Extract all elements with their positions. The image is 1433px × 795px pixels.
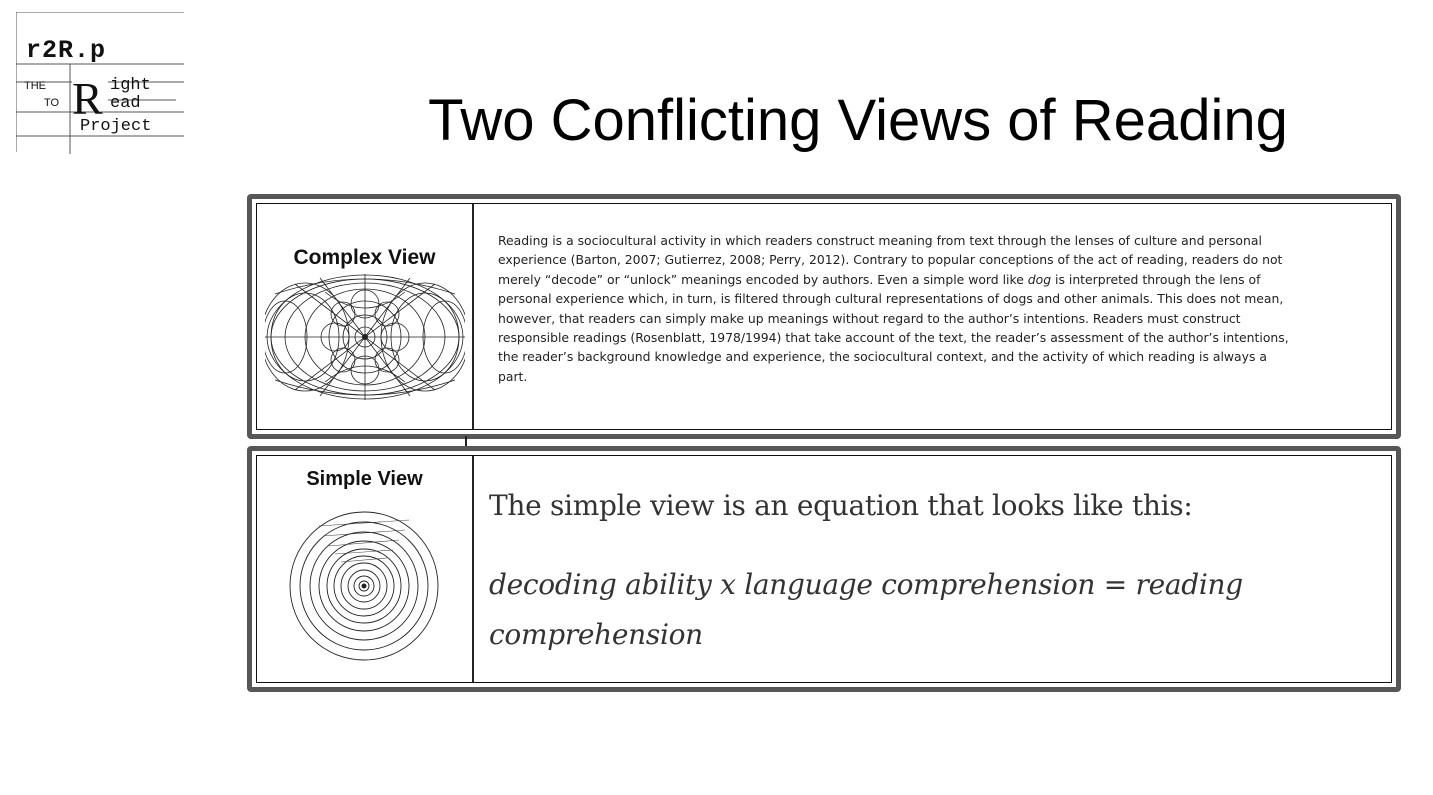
logo-to: TO <box>44 97 60 109</box>
concentric-spheres-icon <box>279 494 449 664</box>
simple-view-panel <box>247 446 1401 692</box>
logo-ight: ight <box>110 76 151 95</box>
complex-view-label: Complex View <box>293 246 436 269</box>
cosmos-engraving-icon <box>265 274 465 400</box>
logo-mark: r2R.p <box>26 36 107 65</box>
logo-project: Project <box>80 117 152 136</box>
logo-ead: ead <box>110 94 141 113</box>
column-divider <box>472 456 474 682</box>
simple-view-label: Simple View <box>306 468 423 490</box>
logo-the: THE <box>24 80 46 92</box>
slide-title: Two Conflicting Views of Reading <box>428 88 1288 153</box>
complex-text-part-2: is interpreted through the lens of personal experience which, in turn, is filtered through cultural representations of dogs and other animals. This does not mean, however, that readers can simply make up meanings without regard to the author’s intentions. Readers must construct responsible readings (Rosenblatt, 1978/1994) that take account of the text, the reader’s assessment of the author’s intentions, the reader’s background knowledge and experience, the sociocultural context, and the activity of which reading is always a part. <box>498 271 1289 384</box>
simple-view-inner <box>256 455 1392 683</box>
complex-text-part-1: Reading is a sociocultural activity in which readers construct meaning from text through the lenses of culture and personal experience (Barton, 2007; Gutierrez, 2008; Perry, 2012). Contrary to popular conceptions of the act of reading, readers do not merely “decode” or “unlock” meanings encoded by authors. Even a simple word like <box>498 233 1283 287</box>
complex-view-panel <box>247 194 1401 439</box>
r2rp-logo <box>16 12 186 154</box>
complex-view-text <box>498 231 1298 386</box>
simple-view-equation: decoding ability x language comprehension = reading comprehension <box>489 568 1243 651</box>
logo-big-r: R <box>72 73 103 124</box>
panel-connector-line <box>465 436 467 446</box>
complex-view-inner <box>256 203 1392 430</box>
complex-text-italic-word: dog <box>1027 271 1052 287</box>
simple-view-intro: The simple view is an equation that looks like this: <box>489 489 1193 522</box>
column-divider <box>472 204 474 429</box>
